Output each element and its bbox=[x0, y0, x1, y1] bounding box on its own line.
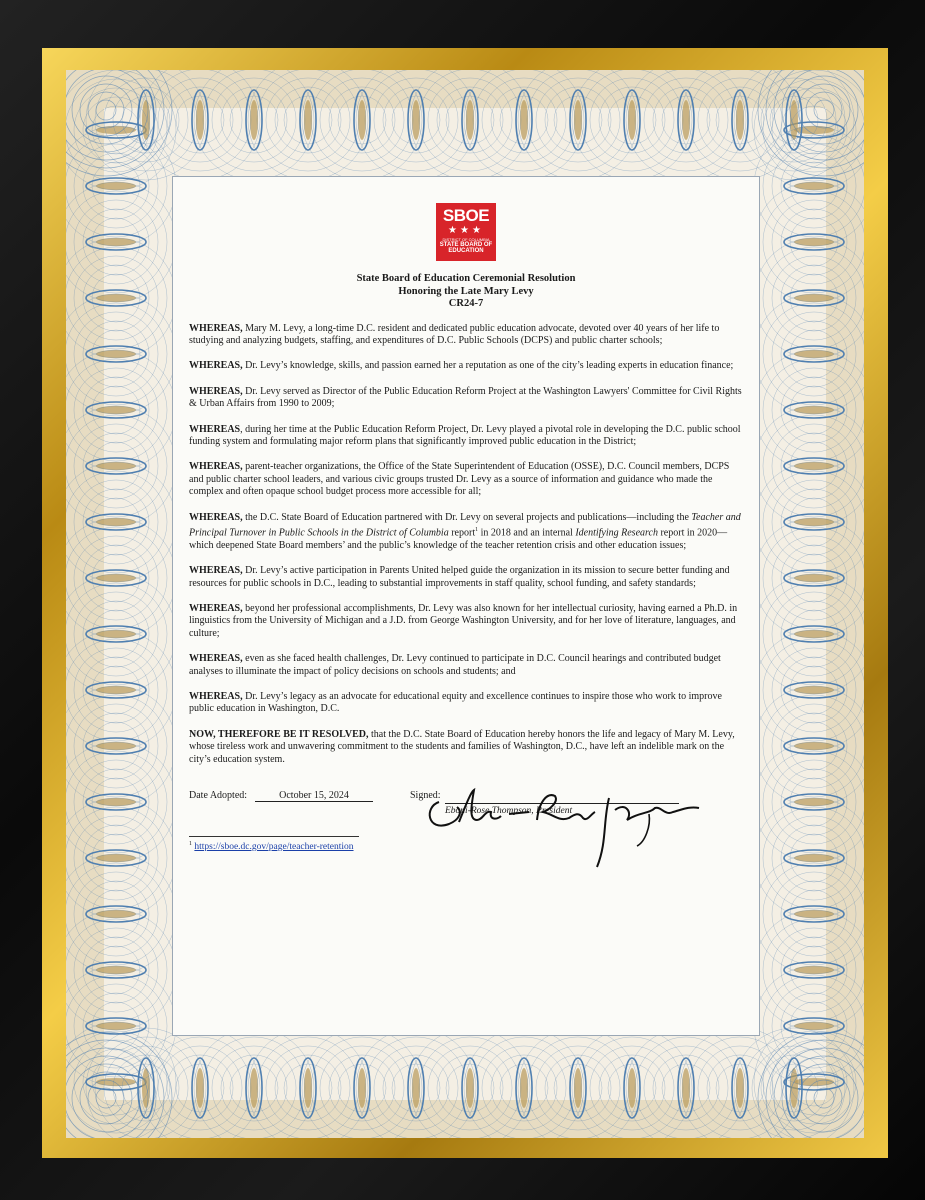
guilloche-ornament bbox=[96, 910, 136, 918]
signer-name: Eboni-Rose Thompson, President bbox=[445, 805, 573, 816]
sboe-logo: SBOE ★★★ DISTRICT OF COLUMBIA STATE BOARD OF EDUCATION bbox=[436, 203, 496, 261]
guilloche-ornament bbox=[794, 630, 834, 638]
guilloche-ornament bbox=[96, 854, 136, 862]
heading-line-1: State Board of Education Ceremonial Resolution bbox=[356, 273, 576, 284]
guilloche-ornament bbox=[96, 1022, 136, 1030]
guilloche-ornament bbox=[794, 294, 834, 302]
resolved-paragraph: NOW, THEREFORE BE IT RESOLVED, that the D.C. State Board of Education hereby honors the life and legacy of Mary M. Levy, whose tireless work and unwavering commitment to the students and families of Washington, D.C., have left an indelible mark on the city’s education system. bbox=[189, 728, 735, 765]
whereas-paragraph: WHEREAS, even as she faced health challenges, Dr. Levy continued to participate in D.C. Council hearings and contributed budget analyses to illuminate the impact of policy decisions on schools and students; and bbox=[189, 653, 721, 677]
guilloche-ornament bbox=[96, 350, 136, 358]
date-adopted-value: October 15, 2024 bbox=[255, 790, 373, 802]
guilloche-ornament bbox=[96, 518, 136, 526]
heading-line-3: CR24-7 bbox=[448, 298, 484, 309]
guilloche-ornament bbox=[96, 294, 136, 302]
guilloche-ornament bbox=[96, 462, 136, 470]
guilloche-ornament bbox=[794, 686, 834, 694]
guilloche-ornament bbox=[794, 798, 834, 806]
guilloche-ornament bbox=[794, 462, 834, 470]
whereas-paragraph: WHEREAS, Mary M. Levy, a long-time D.C. resident and dedicated public education advocate, devoted over 40 years of her life to studying and analyzing budgets, staffing, and expenditures of D.C. Public Schools (DCPS) and public charter schools; bbox=[189, 322, 720, 346]
guilloche-ornament bbox=[794, 406, 834, 414]
whereas-paragraph: WHEREAS, during her time at the Public Education Reform Project, Dr. Levy played a pivotal role in developing the D.C. public school funding system and formulating major reform plans that significantly improved public education in the District; bbox=[189, 423, 741, 447]
guilloche-ornament bbox=[794, 574, 834, 582]
guilloche-ornament bbox=[794, 350, 834, 358]
guilloche-ornament bbox=[96, 1078, 136, 1086]
guilloche-ornament bbox=[794, 854, 834, 862]
whereas-paragraph: WHEREAS, beyond her professional accomplishments, Dr. Levy was also known for her intellectual curiosity, having earned a Ph.D. in linguistics from the University of Michigan and a J.D. from George Washington University, and for her love of literature, languages, and culture; bbox=[189, 602, 738, 639]
guilloche-ornament bbox=[96, 686, 136, 694]
heading-line-2: Honoring the Late Mary Levy bbox=[398, 285, 534, 297]
guilloche-ornament bbox=[96, 630, 136, 638]
guilloche-ornament bbox=[794, 910, 834, 918]
guilloche-ornament bbox=[794, 742, 834, 750]
whereas-paragraph: WHEREAS, Dr. Levy’s legacy as an advocate for educational equity and excellence continues to inspire those who work to improve public education in Washington, D.C. bbox=[189, 690, 722, 715]
footnote: $^1$ https://sboe.dc.gov/page/teacher-retention bbox=[189, 840, 354, 853]
whereas-paragraph: WHEREAS, the D.C. State Board of Education partnered with Dr. Levy on several projects and publications—including the Teacher and Principal Turnover in Public Schools in the District of Columbia report$^1$ in 2018 and an internal Identifying Research report in 2020—which deepened State Board members’ and the public’s knowledge of the teacher retention crisis and other education issues; bbox=[189, 511, 741, 551]
whereas-paragraph: WHEREAS, Dr. Levy’s knowledge, skills, and passion earned her a reputation as one of the city’s leading experts in education finance; bbox=[189, 360, 734, 372]
whereas-paragraph: WHEREAS, Dr. Levy served as Director of the Public Education Reform Project at the Washington Lawyers' Committee for Civil Rights & Urban Affairs from 1990 to 2009; bbox=[189, 385, 742, 410]
resolution-heading bbox=[189, 273, 743, 311]
guilloche-ornament bbox=[96, 798, 136, 806]
handwritten-signature bbox=[419, 762, 709, 872]
certificate-paper bbox=[66, 70, 864, 1138]
resolution-document bbox=[172, 176, 760, 1036]
footnote-rule bbox=[189, 836, 359, 837]
date-adopted-label: Date Adopted: bbox=[189, 789, 248, 801]
guilloche-ornament bbox=[794, 182, 834, 190]
guilloche-ornament bbox=[96, 742, 136, 750]
signed-label: Signed: bbox=[410, 789, 441, 801]
guilloche-ornament bbox=[96, 574, 136, 582]
guilloche-ornament bbox=[96, 238, 136, 246]
guilloche-ornament bbox=[794, 518, 834, 526]
guilloche-ornament bbox=[96, 966, 136, 974]
guilloche-ornament bbox=[96, 406, 136, 414]
signature-block bbox=[189, 782, 743, 826]
guilloche-ornament bbox=[794, 238, 834, 246]
teacher-retention-link[interactable]: https://sboe.dc.gov/page/teacher-retention bbox=[194, 842, 354, 853]
guilloche-ornament bbox=[794, 966, 834, 974]
whereas-paragraph: WHEREAS, parent-teacher organizations, the Office of the State Superintendent of Education (OSSE), D.C. Council members, DCPS and public charter school leaders, and various civic groups trusted Dr. Levy as a source of information and guidance who made the complex and often opaque school budget process more accessible for all; bbox=[189, 461, 730, 498]
whereas-paragraph: WHEREAS, Dr. Levy’s active participation in Parents United helped guide the organization in its mission to secure better funding and resources for public schools in D.C., leading to substantial improvements in staff quality, school funding, and safety standards; bbox=[189, 565, 730, 589]
guilloche-ornament bbox=[96, 182, 136, 190]
guilloche-ornament bbox=[794, 1022, 834, 1030]
